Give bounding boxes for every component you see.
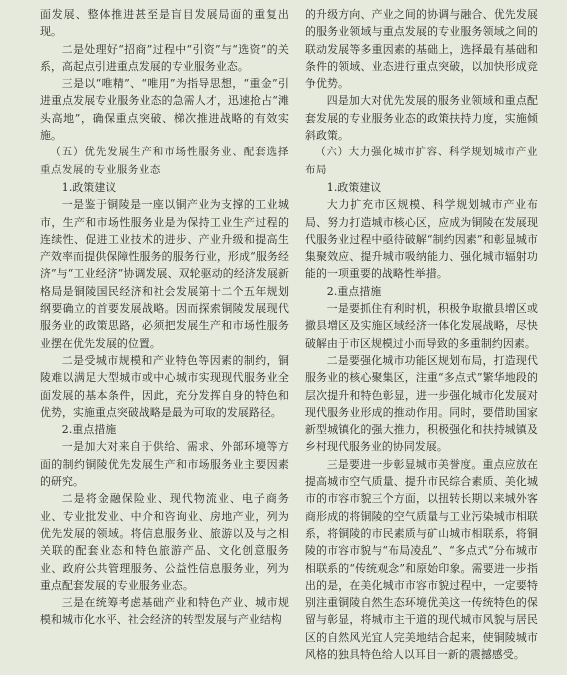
left-column bbox=[40, 6, 289, 675]
paragraph-continuation: 面发展、整体推进甚至是盲目发展局面的重复出现。 bbox=[40, 8, 289, 39]
paragraph: 一是要抓住有利时机，积极争取撤县增区或撤县增区及实施区域经济一体化发展战略，尽快破解由于市区规模过小而导致的多重制约因素。 bbox=[305, 302, 538, 350]
right-column bbox=[305, 6, 538, 675]
paragraph: 二是受城市规模和产业特色等因素的制约，铜陵难以满足大型城市或中心城市实现现代服务业全面发展的基本条件，因此，充分发挥自身的特色和优势，实施重点突破战略是最为可取的发展路径。 bbox=[40, 353, 289, 419]
paragraph-continuation: 的升级方向、产业之间的协调与融合、优先发展的服务业领域与重点发展的专业服务领域之间的联动发展等多重因素的基础上，选择最有基础和条件的领域、业态进行重点突破，以加快形成竞争优势。 bbox=[305, 8, 538, 91]
paragraph: 二是处理好“招商”过程中“引资”与“选资”的关系，高起点引进重点发展的专业服务业态。 bbox=[40, 42, 289, 73]
paragraph: 三是要进一步彰显城市美誉度。重点应放在提高城市空气质量、提升市民综合素质、美化城市的市容市貌三个方面，以扭转长期以来城外客商形成的将铜陵的空气质量与工业污染城市相联系，将铜陵的市民素质与矿山城市相联系，将铜陵的市容市貌与“布局凌乱”、“多点式”分布城市相联系的“传统观念”和原始印象。需要进一步指出的是，在美化城市市容市貌过程中，一定要特别注重铜陵自然生态环境优美这一传统特色的保留与彰显，将城市主干道的现代城市风貌与居民区的自然风光宜人完美地结合起来，使铜陵城市风格的独具特色给人以耳目一新的震撼感受。 bbox=[305, 457, 538, 661]
subsection-heading: 1.政策建议 bbox=[326, 180, 382, 194]
paragraph: 三是在统筹考虑基础产业和特色产业、城市规模和城市化水平、社会经济的转型发展与产业结构 bbox=[40, 596, 289, 627]
paragraph: 二是将金融保险业、现代物流业、电子商务业、专业批发业、中介和咨询业、房地产业，列为优先发展的领域。将信息服务业、旅游以及与之相关联的配套业态和特色旅游产品、文化创意服务业、政府公共管理服务、公益性信息服务业，列为重点配套发展的专业服务业态。 bbox=[40, 492, 289, 592]
subsection-heading: 2.重点措施 bbox=[326, 284, 382, 298]
subsection-heading: 1.政策建议 bbox=[61, 180, 117, 194]
paragraph: 四是加大对优先发展的服务业领域和重点配套发展的专业服务业态的政策扶持力度，实施倾斜政策。 bbox=[305, 94, 538, 143]
section-heading: （五）优先发展生产和市场性服务业、配套选择重点发展的专业服务业态 bbox=[40, 146, 289, 176]
paragraph: 大力扩充市区规模、科学规划城市产业布局、努力打造城市核心区，应成为铜陵在发展现代服务业过程中亟待破解“制约因素”和彰显城市集聚效应、提升城市吸纳能力、强化城市辐射功能的一项重要的战略性举措。 bbox=[305, 198, 538, 281]
paragraph: 三是以“唯精”、“唯用”为指导思想，“重金”引进重点发展专业服务业态的急需人才，迅速抢占“滩头高地”，确保重点突破、梯次推进战略的有效实施。 bbox=[40, 77, 289, 143]
section-heading: （六）大力强化城市扩容、科学规划城市产业布局 bbox=[305, 146, 538, 176]
paragraph: 二是要强化城市功能区规划布局，打造现代服务业的核心聚集区，注重“多点式”繁华地段的层次提升和特色彰显，进一步强化城市化发展对现代服务业形成的推动作用。同时，要借助国家新型城镇化的强大推力，积极强化和扶持城镇及乡村现代服务业的协同发展。 bbox=[305, 353, 538, 454]
paragraph: 一是鉴于铜陵是一座以铜产业为支撑的工业城市，生产和市场性服务业是为保持工业生产过程的连续性、促进工业技术的进步、产业升级和提高生产效率而提供保障性服务的服务行业，形成“服务经济”与“工业经济”协调发展、双轮驱动的经济发展新格局是铜陵国民经济和社会发展第十二个五年规划纲要确立的首要发展战略。因而探索铜陵发展现代服务业的政策思路，必须把发展生产和市场性服务业摆在优先发展的位置。 bbox=[40, 198, 289, 350]
paragraph: 一是加大对来自于供给、需求、外部环境等方面的制约铜陵优先发展生产和市场服务业主要因素的研究。 bbox=[40, 440, 289, 489]
subsection-heading: 2.重点措施 bbox=[61, 423, 117, 437]
